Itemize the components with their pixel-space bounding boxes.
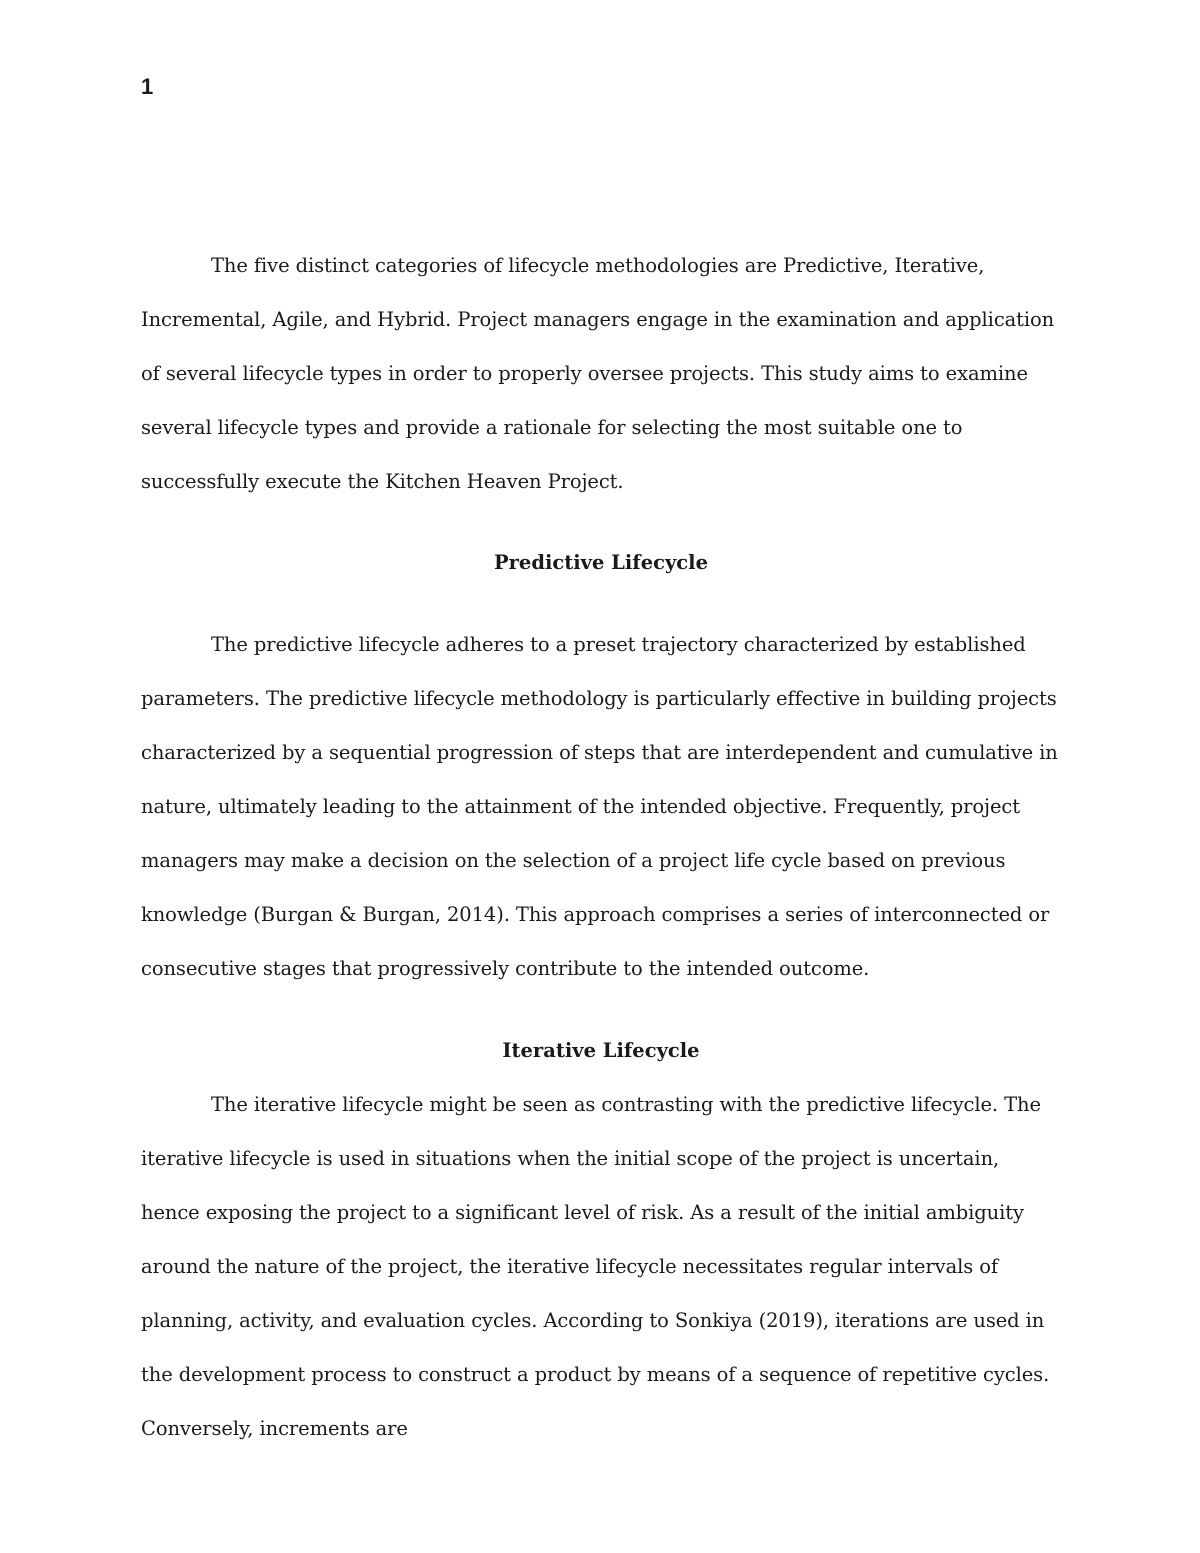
section-heading-predictive: Predictive Lifecycle [493, 551, 708, 574]
predictive-paragraph: The predictive lifecycle adheres to a preset trajectory characterized by established parameters. The predictive lifecycle methodology is particularly effective in building projects characterized by a sequential progression of steps that are interdependent and cumulative in nature, ultimately leading to the attainment of the intended objective. Frequently, project managers may make a decision on the selection of a project life cycle based on previous knowledge (Burgan & Burgan, 2014). This approach comprises a series of interconnected or consecutive stages that progressively contribute to the intended outcome. [141, 633, 1058, 980]
intro-paragraph: The five distinct categories of lifecycle methodologies are Predictive, Iterative, Incremental, Agile, and Hybrid. Project managers engage in the examination and application of several lifecycle types in order to properly oversee projects. This study aims to examine several lifecycle types and provide a rationale for selecting the most suitable one to successfully execute the Kitchen Heaven Project. [141, 254, 1055, 493]
page-number: 1 [141, 74, 154, 99]
iterative-paragraph: The iterative lifecycle might be seen as contrasting with the predictive lifecycle. The iterative lifecycle is used in situations when the initial scope of the project is uncertain, hence exposing the project to a significant level of risk. As a result of the initial ambiguity around the nature of the project, the iterative lifecycle necessitates regular intervals of planning, activity, and evaluation cycles. According to Sonkiya (2019), iterations are used in the development process to construct a product by means of a sequence of repetitive cycles. Conversely, increments are [141, 1093, 1050, 1440]
section-heading-iterative: Iterative Lifecycle [502, 1039, 700, 1062]
